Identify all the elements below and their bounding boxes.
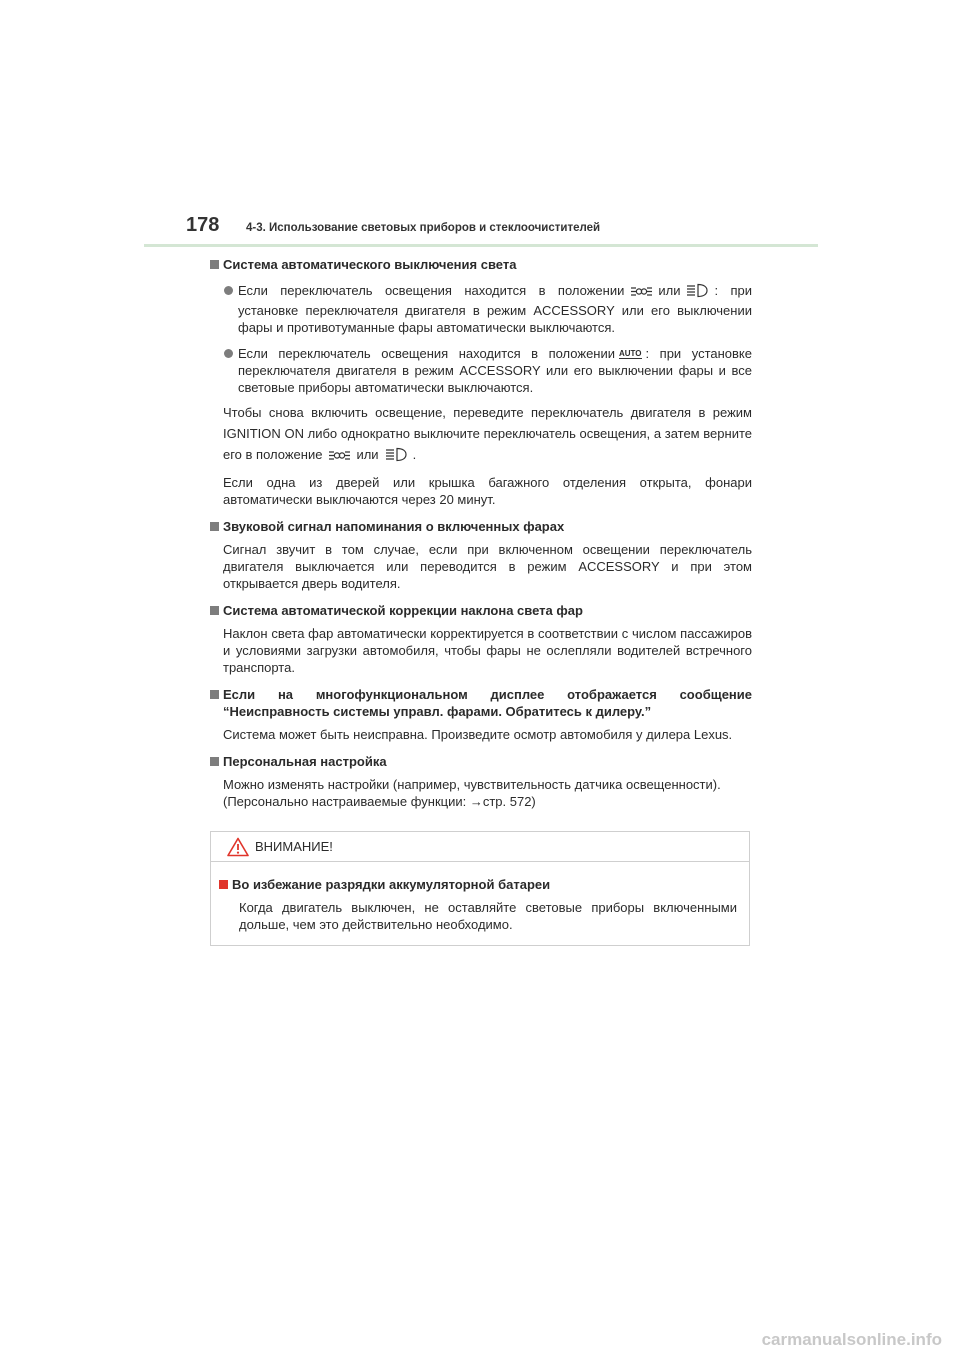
chapter-title: 4-3. Использование световых приборов и стеклоочистителей [246, 222, 601, 234]
square-bullet-icon [210, 690, 219, 699]
page-content [210, 256, 752, 810]
watermark: carmanualsonline.info [761, 1330, 942, 1349]
list-item: Если переключатель освещения находится в положении или : при установке переключателя двигателя в режим ACCESSORY или его выключении фары и противотуманные фары автоматически выключаются. [210, 282, 752, 336]
parking-lights-icon [328, 447, 350, 468]
page-number: 178 [186, 214, 220, 236]
square-bullet-icon [210, 606, 219, 615]
caution-text: Когда двигатель выключен, не оставляйте световые приборы включенными дольше, чем это действительно необходимо. [239, 900, 737, 932]
paragraph: Можно изменять настройки (например, чувствительность датчика освещенности). [223, 777, 721, 792]
caution-header [211, 832, 749, 862]
paragraph: Чтобы снова включить освещение, переведите переключатель двигателя в режим IGNITION ON либо однократно выключите переключатель освещения, а затем верните его в положение или . [223, 402, 752, 468]
section-heading: Если на многофункциональном дисплее отображается сообщение “Неисправность системы управл. фарами. Обратитесь к дилеру.” [210, 686, 752, 720]
paragraph: Если одна из дверей или крышка багажного отделения открыта, фонари автоматически выключаются через 20 минут. [223, 475, 752, 507]
caution-heading: Во избежание разрядки аккумуляторной батареи [219, 876, 737, 893]
list-item: Если переключатель освещения находится в положении AUTO : при установке переключателя двигателя в режим ACCESSORY или его выключении фары и все световые приборы автоматически выключаются. [210, 345, 752, 396]
paragraph: Наклон света фар автоматически корректируется в соответствии с числом пассажиров и условиями загрузки автомобиля, чтобы фары не ослепляли водителей встречного транспорта. [223, 626, 752, 675]
caution-box [210, 831, 750, 946]
paragraph: Система может быть неисправна. Произведите осмотр автомобиля у дилера Lexus. [223, 727, 733, 742]
square-bullet-icon [210, 757, 219, 766]
square-bullet-icon [210, 260, 219, 269]
section-heading: Звуковой сигнал напоминания о включенных фарах [210, 518, 752, 535]
section-heading: Система автоматического выключения света [210, 256, 752, 273]
header-rule [144, 244, 818, 247]
caution-title: ВНИМАНИЕ! [255, 839, 333, 854]
auto-mode-icon: AUTO [619, 349, 642, 358]
caution-body [211, 862, 749, 933]
section-heading: Персональная настройка [210, 753, 752, 770]
warning-triangle-icon [227, 837, 249, 862]
cross-reference: (Персонально настраиваемые функции: →стр. 572) [223, 794, 536, 809]
round-bullet-icon [224, 349, 233, 358]
square-bullet-icon [210, 522, 219, 531]
parking-lights-icon [630, 285, 652, 302]
paragraph: Сигнал звучит в том случае, если при включенном освещении переключатель двигателя выключается или переводится в режим ACCESSORY и при этом открывается дверь водителя. [223, 542, 752, 591]
round-bullet-icon [224, 286, 233, 295]
section-heading: Система автоматической коррекции наклона света фар [210, 602, 752, 619]
headlights-icon [686, 283, 708, 302]
headlights-icon [385, 447, 407, 468]
page-header [0, 0, 960, 250]
square-bullet-icon [219, 880, 228, 889]
